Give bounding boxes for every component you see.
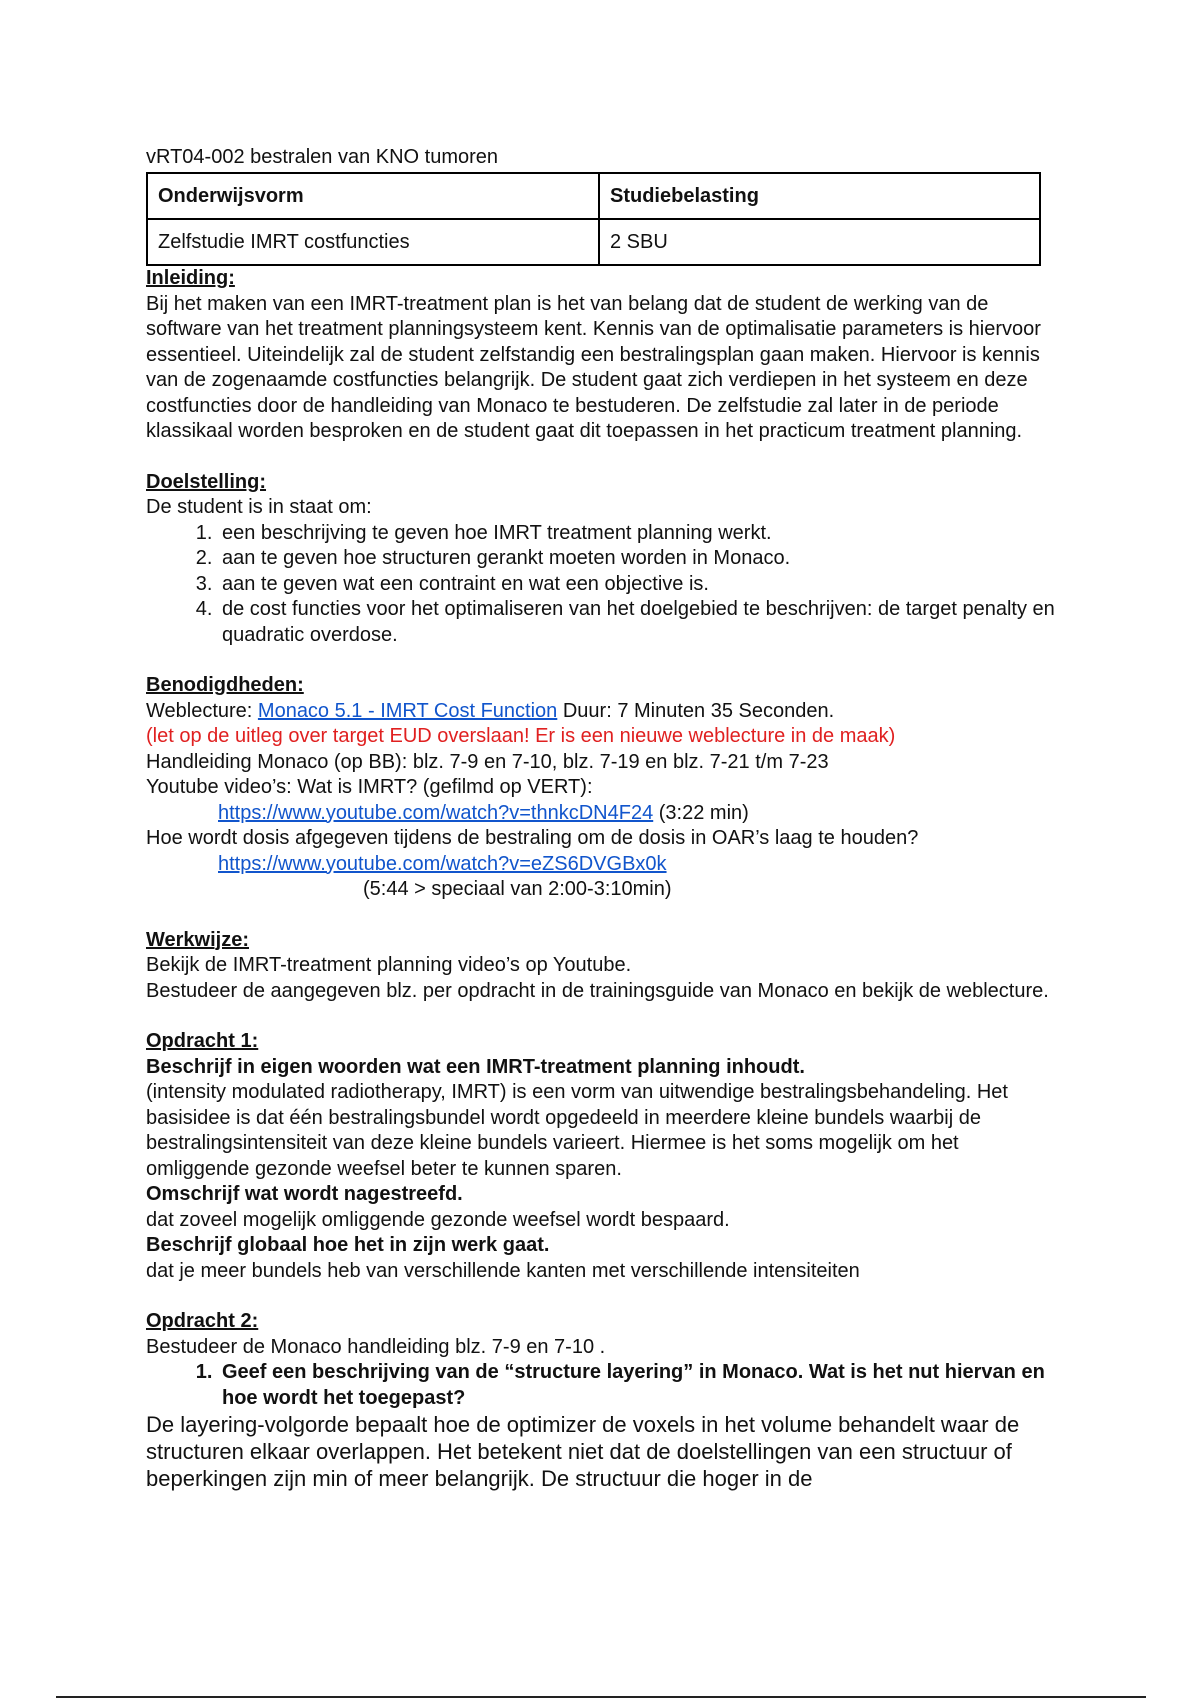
opdracht-1-question-3: Beschrijf globaal hoe het in zijn werk gaat.	[146, 1234, 550, 1256]
youtube-line-2	[146, 852, 1066, 878]
youtube-intro: Youtube video’s: Wat is IMRT? (gefilmd op VERT):	[146, 776, 593, 798]
table-row	[147, 219, 1040, 265]
handleiding-line: Handleiding Monaco (op BB): blz. 7-9 en 7-10, blz. 7-19 en blz. 7-21 t/m 7-23	[146, 750, 829, 773]
youtube-link-1-duration: (3:22 min)	[653, 801, 749, 824]
section-heading-benodigdheden: Benodigdheden:	[146, 674, 304, 696]
opdracht-1-question-1: Beschrijf in eigen woorden wat een IMRT-treatment planning inhoudt.	[146, 1055, 805, 1078]
list-item: 3. aan te geven wat een contraint en wat een objective is.	[218, 572, 1066, 598]
section-heading-inleiding: Inleiding:	[146, 267, 235, 289]
info-table	[146, 172, 1041, 266]
youtube-link-2[interactable]: https://www.youtube.com/watch?v=eZS6DVGBx0k	[218, 852, 667, 875]
table-header-cell: Onderwijsvorm	[147, 173, 599, 219]
weblecture-line	[146, 699, 1066, 725]
werkwijze-line-2: Bestudeer de aangegeven blz. per opdracht in de trainingsguide van Monaco en bekijk de weblecture.	[146, 979, 1049, 1002]
weblecture-duration: Duur: 7 Minuten 35 Seconden.	[557, 699, 835, 722]
opdracht-1-answer-3: dat je meer bundels heb van verschillende kanten met verschillende intensiteiten	[146, 1259, 860, 1282]
dosis-question: Hoe wordt dosis afgegeven tijdens de bestraling om de dosis in OAR’s laag te houden?	[146, 827, 919, 849]
opdracht-2-answer: De layering-volgorde bepaalt hoe de optimizer de voxels in het volume behandelt waar de structuren elkaar overlappen. Het betekent niet dat de doelstellingen van een structuur of beperkingen zijn min of meer belangrijk. De structuur die hoger in de	[146, 1412, 1020, 1491]
opdracht-2-list	[146, 1360, 1066, 1411]
youtube-link-1[interactable]: https://www.youtube.com/watch?v=thnkcDN4F24	[218, 801, 654, 824]
inleiding-text: Bij het maken van een IMRT-treatment plan is het van belang dat de student de werking van de software van het treatment planningsysteem kent. Kennis van de optimalisatie parameters is hiervoor essentieel. Uiteindelijk zal de student zelfstandig een bestralingsplan gaan maken. Hiervoor is kennis van de zogenaamde costfuncties belangrijk. De student gaat zich verdiepen in het systeem en deze costfuncties door de handleiding van Monaco te bestuderen. De zelfstudie zal later in de periode klassikaal worden besproken en de student gaat dit toepassen in het practicum treatment planning.	[146, 292, 1041, 442]
section-heading-opdracht-2: Opdracht 2:	[146, 1310, 259, 1332]
document-page	[146, 145, 1066, 1492]
opdracht-1-question-2: Omschrijf wat wordt nagestreefd.	[146, 1183, 463, 1205]
table-header-row	[147, 173, 1040, 219]
list-item: 2. aan te geven hoe structuren gerankt moeten worden in Monaco.	[218, 546, 1066, 572]
weblecture-prefix: Weblecture:	[146, 699, 258, 722]
page-bottom-rule	[56, 1696, 1146, 1698]
table-cell: Zelfstudie IMRT costfuncties	[147, 219, 599, 265]
opdracht-1-answer-1: (intensity modulated radiotherapy, IMRT) is een vorm van uitwendige bestralingsbehandeling. Het basisidee is dat één bestralingsbundel wordt opgedeeld in meerdere kleine bundels waarbij de bestralingsintensiteit van deze kleine bundels varieert. Hiermee is het soms mogelijk om het omliggende gezonde weefsel beter te kunnen sparen.	[146, 1081, 1008, 1180]
youtube-link-2-note: (5:44 > speciaal van 2:00-3:10min)	[363, 878, 672, 900]
youtube-line-1	[146, 801, 1066, 827]
document-body	[146, 266, 1066, 1492]
weblecture-link[interactable]: Monaco 5.1 - IMRT Cost Function	[257, 699, 558, 722]
table-header-cell: Studiebelasting	[599, 173, 1040, 219]
section-heading-werkwijze: Werkwijze:	[146, 928, 249, 951]
table-cell: 2 SBU	[599, 219, 1040, 265]
section-heading-opdracht-1: Opdracht 1:	[146, 1030, 259, 1052]
section-heading-doelstelling: Doelstelling:	[146, 470, 267, 493]
doelstelling-intro: De student is in staat om:	[146, 496, 372, 518]
opdracht-2-intro: Bestudeer de Monaco handleiding blz. 7-9 en 7-10 .	[146, 1335, 606, 1358]
document-code: vRT04-002 bestralen van KNO tumoren	[146, 146, 499, 168]
list-item: 4. de cost functies voor het optimaliseren van het doelgebied te beschrijven: de target penalty en quadratic overdose.	[218, 597, 1066, 648]
werkwijze-line-1: Bekijk de IMRT-treatment planning video’s op Youtube.	[146, 954, 632, 976]
list-item: 1. Geef een beschrijving van de “structure layering” in Monaco. Wat is het nut hiervan en hoe wordt het toegepast?	[218, 1360, 1066, 1411]
doelstelling-list	[146, 521, 1066, 649]
list-item: 1. een beschrijving te geven hoe IMRT treatment planning werkt.	[218, 521, 1066, 547]
weblecture-warning: (let op de uitleg over target EUD overslaan! Er is een nieuwe weblecture in de maak)	[146, 725, 896, 747]
opdracht-1-answer-2: dat zoveel mogelijk omliggende gezonde weefsel wordt bespaard.	[146, 1208, 730, 1231]
